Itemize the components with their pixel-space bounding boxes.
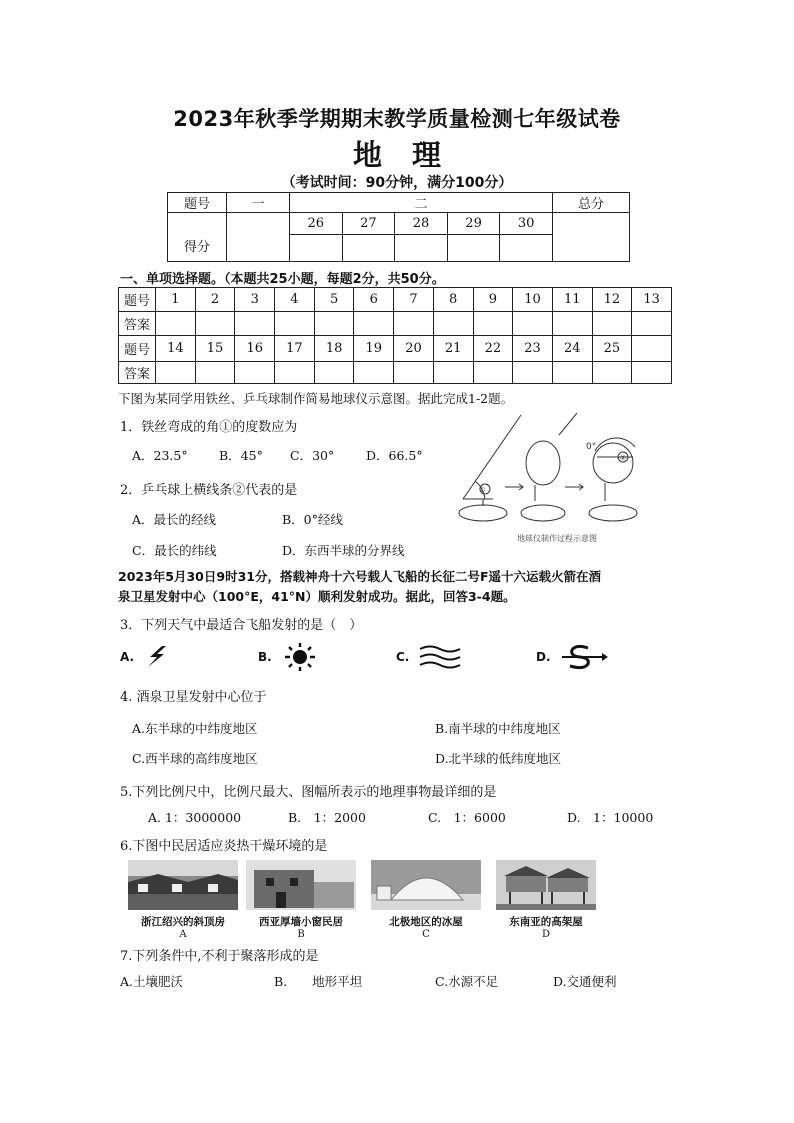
question-number: 7 xyxy=(394,288,434,312)
question-1-option-b[interactable]: B．45° xyxy=(219,448,263,463)
option-letter: B. xyxy=(258,650,272,664)
photo-caption: 西亚厚墙小窗民居 xyxy=(259,916,343,928)
stilt-house-photo xyxy=(496,860,596,910)
question-2-option-d[interactable]: D．东西半球的分界线 xyxy=(282,543,405,558)
question-number: 2 xyxy=(195,288,235,312)
answer-table xyxy=(118,287,672,384)
score-sub-number: 26 xyxy=(290,213,343,235)
angle-label: ① xyxy=(478,486,486,494)
option-letter: A. xyxy=(120,650,135,664)
answer-cell[interactable] xyxy=(195,362,235,384)
answer-cell[interactable] xyxy=(354,362,394,384)
question-number: 1 xyxy=(156,288,196,312)
answer-table-q-label: 题号 xyxy=(119,336,156,362)
answer-cell[interactable] xyxy=(195,312,235,336)
question-2-option-a[interactable]: A．最长的经线 xyxy=(132,512,217,527)
question-2-option-c[interactable]: C．最长的纬线 xyxy=(132,543,217,558)
answer-cell[interactable] xyxy=(235,312,275,336)
answer-cell[interactable] xyxy=(592,362,632,384)
answer-cell[interactable] xyxy=(394,362,434,384)
answer-cell[interactable] xyxy=(473,362,513,384)
igloo-photo xyxy=(371,860,481,910)
dust-icon xyxy=(558,642,610,672)
photo-letter: B xyxy=(297,929,305,940)
question-7-stem: 7.下列条件中,不利于聚落形成的是 xyxy=(120,949,319,964)
answer-cell[interactable] xyxy=(275,312,315,336)
question-number: 16 xyxy=(235,336,275,362)
score-table-total: 总分 xyxy=(553,193,630,213)
question-number: 4 xyxy=(275,288,315,312)
question-5-option-c[interactable]: C. 1：6000 xyxy=(428,810,506,825)
question-number: 6 xyxy=(354,288,394,312)
photo-caption: 东南亚的高架屋 xyxy=(509,916,583,928)
question-number: 18 xyxy=(314,336,354,362)
question-number: 10 xyxy=(513,288,553,312)
answer-cell[interactable] xyxy=(156,312,196,336)
question-3-option-a[interactable] xyxy=(120,644,200,668)
question-5-option-a[interactable]: A. 1：3000000 xyxy=(148,810,242,825)
answer-cell[interactable] xyxy=(433,362,473,384)
answer-cell[interactable] xyxy=(552,312,592,336)
question-number: 11 xyxy=(552,288,592,312)
photo-option-c[interactable] xyxy=(371,860,481,940)
question-7-option-b[interactable]: B. 地形平坦 xyxy=(274,974,363,989)
sun-icon xyxy=(282,642,318,672)
answer-cell[interactable] xyxy=(314,362,354,384)
option-letter: D. xyxy=(536,650,551,664)
subject-title: 地理 xyxy=(352,138,471,172)
question-7-option-d[interactable]: D.交通便利 xyxy=(553,974,617,989)
line-label: ② xyxy=(619,454,627,462)
score-cell[interactable] xyxy=(447,235,500,262)
thick-wall-house-photo xyxy=(246,860,356,910)
score-table-score-label: 得分 xyxy=(168,213,227,262)
question-number: 9 xyxy=(473,288,513,312)
question-6-stem: 6.下图中民居适应炎热干燥环境的是 xyxy=(120,839,328,854)
question-7-option-c[interactable]: C.水源不足 xyxy=(435,974,499,989)
answer-cell[interactable] xyxy=(513,362,553,384)
globe-diagram xyxy=(455,413,660,553)
question-2-stem: 2．乒乓球上横线条②代表的是 xyxy=(120,483,298,498)
question-number: 14 xyxy=(156,336,196,362)
question-5-stem: 5.下列比例尺中，比例尺最大、图幅所表示的地理事物最详细的是 xyxy=(120,785,497,800)
photo-option-a[interactable] xyxy=(128,860,238,940)
photo-option-b[interactable] xyxy=(246,860,356,940)
photo-letter: A xyxy=(179,929,187,940)
question-number xyxy=(632,336,672,362)
answer-cell[interactable] xyxy=(275,362,315,384)
section1-heading: 一、单项选择题。（本题共25小题，每题2分，共50分。 xyxy=(120,272,445,287)
question-number: 3 xyxy=(235,288,275,312)
score-cell-total[interactable] xyxy=(553,213,630,262)
question-number: 20 xyxy=(394,336,434,362)
intro-text: 泉卫星发射中心（100°E，41°N）顺利发射成功。据此，回答3-4题。 xyxy=(118,589,516,604)
photo-letter: C xyxy=(422,929,430,940)
score-cell[interactable] xyxy=(500,235,553,262)
question-4-option-c[interactable]: C.西半球的高纬度地区 xyxy=(132,751,258,766)
score-table-part2: 二 xyxy=(290,193,553,213)
answer-cell[interactable] xyxy=(632,362,672,384)
lightning-icon xyxy=(142,644,172,668)
question-number: 15 xyxy=(195,336,235,362)
question-3-option-c[interactable] xyxy=(396,642,476,670)
question-5-option-d[interactable]: D. 1：10000 xyxy=(567,810,654,825)
answer-cell[interactable] xyxy=(235,362,275,384)
answer-table-a-label: 答案 xyxy=(119,362,156,384)
question-4-option-b[interactable]: B.南半球的中纬度地区 xyxy=(435,721,561,736)
sandstorm-icon xyxy=(416,642,466,672)
exam-title: 2023年秋季学期期末教学质量检测七年级试卷 xyxy=(173,107,621,131)
answer-table-a-label: 答案 xyxy=(119,312,156,336)
score-table-q-label: 题号 xyxy=(168,193,227,213)
question-number: 5 xyxy=(314,288,354,312)
intro-text: 2023年5月30日9时31分，搭载神舟十六号载人飞船的长征二号F遥十六运载火箭在酒 xyxy=(118,569,602,584)
answer-cell[interactable] xyxy=(592,312,632,336)
question-number: 25 xyxy=(592,336,632,362)
question-number: 13 xyxy=(632,288,672,312)
answer-cell[interactable] xyxy=(552,362,592,384)
question-4-stem: 4. 酒泉卫星发射中心位于 xyxy=(120,690,267,705)
answer-cell[interactable] xyxy=(156,362,196,384)
question-3-option-b[interactable] xyxy=(258,642,338,670)
question-number: 12 xyxy=(592,288,632,312)
answer-cell[interactable] xyxy=(473,312,513,336)
photo-caption: 北极地区的冰屋 xyxy=(389,916,463,928)
score-cell[interactable] xyxy=(342,235,395,262)
question-number: 8 xyxy=(433,288,473,312)
answer-table-q-label: 题号 xyxy=(119,288,156,312)
slope-roof-house-photo xyxy=(128,860,238,910)
question-4-option-d[interactable]: D.北半球的低纬度地区 xyxy=(435,751,562,766)
question-1-stem: 1．铁丝弯成的角①的度数应为 xyxy=(120,420,298,435)
question-number: 23 xyxy=(513,336,553,362)
question-3-stem: 3．下列天气中最适合飞船发射的是（ ） xyxy=(120,618,363,633)
question-number: 17 xyxy=(275,336,315,362)
answer-cell[interactable] xyxy=(433,312,473,336)
question-number: 19 xyxy=(354,336,394,362)
photo-option-d[interactable] xyxy=(496,860,596,940)
score-table-part1: 一 xyxy=(227,193,290,213)
question-number: 21 xyxy=(433,336,473,362)
globe-figure xyxy=(455,413,660,553)
score-sub-number: 27 xyxy=(342,213,395,235)
question-5-option-b[interactable]: B. 1：2000 xyxy=(288,810,366,825)
photo-letter: D xyxy=(541,929,551,940)
answer-cell[interactable] xyxy=(632,312,672,336)
question-2-option-b[interactable]: B．0°经线 xyxy=(282,512,343,527)
question-3-option-d[interactable] xyxy=(536,642,616,670)
answer-cell[interactable] xyxy=(394,312,434,336)
intro-text: 下图为某同学用铁丝、乒乓球制作简易地球仪示意图。据此完成1-2题。 xyxy=(118,391,514,406)
photo-caption: 浙江绍兴的斜顶房 xyxy=(141,916,225,928)
zero-degree-label: 0° xyxy=(586,442,597,452)
score-sub-number: 30 xyxy=(500,213,553,235)
question-number: 22 xyxy=(473,336,513,362)
score-cell[interactable] xyxy=(290,235,343,262)
question-number: 24 xyxy=(552,336,592,362)
question-1-option-d[interactable]: D．66.5° xyxy=(366,448,423,463)
question-4-option-a[interactable]: A.东半球的中纬度地区 xyxy=(132,721,258,736)
question-1-option-c[interactable]: C．30° xyxy=(290,448,335,463)
answer-cell[interactable] xyxy=(354,312,394,336)
answer-cell[interactable] xyxy=(314,312,354,336)
score-cell[interactable] xyxy=(395,235,448,262)
figure-caption: 地球仪制作过程示意图 xyxy=(517,534,597,543)
question-7-option-a[interactable]: A.土壤肥沃 xyxy=(120,974,184,989)
score-cell-part1[interactable] xyxy=(227,213,290,262)
answer-cell[interactable] xyxy=(513,312,553,336)
exam-info: （考试时间：90分钟，满分100分） xyxy=(281,175,513,191)
score-sub-number: 29 xyxy=(447,213,500,235)
score-sub-number: 28 xyxy=(395,213,448,235)
score-table xyxy=(167,192,630,262)
option-letter: C. xyxy=(396,650,410,664)
question-1-option-a[interactable]: A．23.5° xyxy=(132,448,188,463)
